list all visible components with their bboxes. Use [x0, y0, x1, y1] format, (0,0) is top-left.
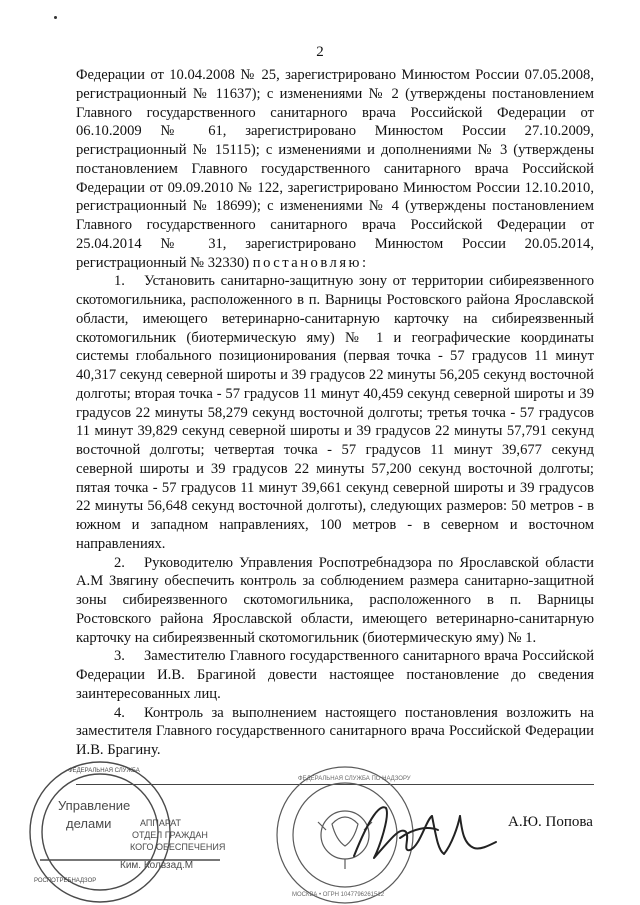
item-number: 2.	[114, 554, 125, 571]
signer-name: А.Ю. Попова	[508, 814, 593, 830]
item-text: Заместителю Главного государственного санитарного врача Российской Федерации И.В. Брагиной довести настоящее постановление до сведения заинтересованных лиц.	[76, 648, 594, 702]
office-stamp	[20, 742, 230, 902]
svg-text:ФЕДЕРАЛЬНАЯ СЛУЖБА: ФЕДЕРАЛЬНАЯ СЛУЖБА	[68, 768, 140, 774]
item-number: 3.	[114, 648, 125, 665]
document-body	[76, 66, 594, 760]
svg-text:КОГО ОБЕСПЕЧЕНИЯ: КОГО ОБЕСПЕЧЕНИЯ	[130, 842, 226, 852]
item-number: 4.	[114, 704, 125, 721]
page-number: 2	[316, 44, 324, 60]
item-text: Установить санитарно-защитную зону от территории сибиреязвенного скотомогильника, расположенного в п. Варницы Ростовского района Ярославской области, имеющего ветеринарно-санитарную карточку на сибиреязвенный скотомогильник (биотермическую яму) № 1 и географические координаты системы глобального позиционирования (первая точка - 57 градусов 11 минут 40,317 секунд северной широты и 39 градусов 22 минуты 56,205 секунд восточной долготы; вторая точка - 57 градусов 11 минут 40,459 секунд северной широты и 39 градусов 22 минуты 58,279 секунд восточной долготы; третья точка - 57 градусов 11 минут 39,829 секунд северной широты и 39 градусов 22 минуты 57,791 секунд восточной долготы; четвертая точка - 57 градусов 11 минут 39,677 секунд северной широты и 39 градусов 22 минуты 57,200 секунд восточной долготы; пятая точка - 57 градусов 11 минут 39,661 секунд северной широты и 39 градусов 22 минуты 56,648 секунд восточной долготы), следующих размеров: 50 метров - в южном и западном направлениях, 100 метров - в северном и восточном направлениях.	[76, 273, 594, 552]
item-number: 1.	[114, 273, 125, 290]
svg-text:делами: делами	[66, 816, 112, 831]
svg-text:МОСКВА • ОГРН 1047796261512: МОСКВА • ОГРН 1047796261512	[292, 892, 385, 898]
svg-text:ФЕДЕРАЛЬНАЯ СЛУЖБА ПО НАДЗОРУ: ФЕДЕРАЛЬНАЯ СЛУЖБА ПО НАДЗОРУ	[298, 776, 411, 782]
svg-text:Ким. Колвзад.М: Ким. Колвзад.М	[120, 860, 194, 871]
list-item	[76, 272, 594, 553]
svg-text:Управление: Управление	[58, 798, 131, 813]
decree-word: постановляю:	[252, 254, 369, 271]
handwritten-signature	[340, 786, 500, 876]
item-text: Руководителю Управления Роспотребнадзора по Ярославской области А.М Звягину обеспечить контроль за соблюдением размера санитарно-защитной зоны сибиреязвенного скотомогильника, расположенного в п. Варницы Ростовского района Ярославской области, имеющего ветеринарно-санитарную карточку на сибиреязвенный скотомогильник (биотермическую яму) № 1.	[76, 554, 594, 646]
list-item	[76, 647, 594, 703]
svg-text:ОТДЕЛ ГРАЖДАН: ОТДЕЛ ГРАЖДАН	[132, 830, 208, 840]
intro-text: Федерации от 10.04.2008 № 25, зарегистрировано Минюстом России 07.05.2008, регистрационный № 11637); с изменениями № 2 (утверждены постановлением Главного государственного санитарного врача Российской Федерации от 06.10.2009 № 61, зарегистрировано Минюстом России 27.10.2009, регистрационный № 15115); с изменениями и дополнениями № 3 (утверждены постановлением Главного государственного санитарного врача Российской Федерации от 09.09.2010 № 122, зарегистрировано Минюстом России 12.10.2010, регистрационный № 18699); с изменениями № 4 (утверждены постановлением Главного государственного санитарного врача Российской Федерации от 25.04.2014 № 31, зарегистрировано Минюстом России 20.05.2014, регистрационный № 32330)	[76, 67, 594, 271]
item-text: Контроль за выполнением настоящего постановления возложить на заместителя Главного государственного санитарного врача Российской Федерации И.В. Брагину.	[76, 704, 594, 758]
scan-speck	[54, 16, 57, 19]
list-item	[76, 554, 594, 648]
svg-text:АППАРАТ: АППАРАТ	[140, 818, 182, 828]
intro-paragraph	[76, 66, 594, 272]
svg-text:РОСПОТРЕБНАДЗОР: РОСПОТРЕБНАДЗОР	[34, 878, 97, 884]
